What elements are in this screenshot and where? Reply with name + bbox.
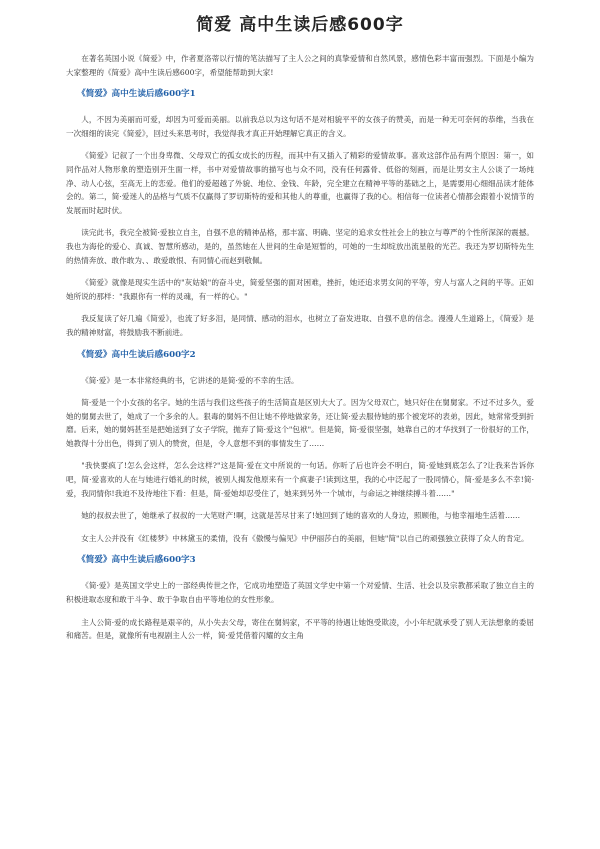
paragraph: "我快要疯了!怎么会这样，怎么会这样?"这是简·爱在文中所说的一句话。你听了后也许会不明白，简·爱她到底怎么了?让我来告诉你吧，简·爱喜欢的人在与她进行婚礼的时候，被别人揭发他原来有一个疯妻子!读到这里，我的心中泛起了一股同情心，简·爱是多么不幸!简·爱，我同情你!我迫不及待地往下看：但是，简·爱她却忍受住了，她来到另外一个城市，与命运之神继续搏斗着……" [66,461,534,498]
section-heading: 《简爱》高中生读后感600字1 [77,89,196,100]
paragraph: 人，不因为美丽而可爱，却因为可爱而美丽。以前我总以为这句话不是对相貌平平的女孩子的赞美，而是一种无可奈何的恭维，当我在一次细细的读完《简爱》，回过头来思考时，我觉得我才真正开始理解它真正的含义。 [66,115,534,138]
paragraph: 《简爱》就像是现实生活中的"灰姑娘"的奋斗史，简爱坚强的面对困难，挫折，她还追求男女间的平等，穷人与富人之间的平等。正如她所说的那样："我跟你有一样的灵魂，有一样的心。" [66,278,534,301]
section-3 [66,554,534,642]
paragraph: 我反复读了好几遍《简爱》，也流了好多泪，是同情、感动的泪水，也树立了奋发进取、自强不息的信念。漫漫人生道路上，《简爱》是我的精神财富，将鼓励我不断前进。 [66,314,534,337]
paragraph: 她的叔叔去世了，她继承了叔叔的一大笔财产!啊，这就是苦尽甘来了!她回到了她的喜欢的人身边，照顾他，与他幸福地生活着…… [81,511,521,521]
section-2 [66,349,534,546]
section-1 [66,88,534,339]
page-title: 简爱 高中生读后感600字 [196,15,404,35]
paragraph: 读完此书，我完全被简·爱独立自主，自强不息的精神品格，那丰富、明确、坚定的追求女性社会上的独立与尊严的个性所深深的震撼。我也为海伦的爱心、真诚、智慧所感动，是的，虽然她在人世间的生命是短暂的，可她的一生却绽放出流星般的光芒。我还为罗切斯特先生的热情奔放、敢作敢为、、敢爱敢恨、有同情心而赵到敬佩。 [66,228,534,265]
paragraph: 《简·爱》是一本非常经典的书，它讲述的是简·爱的不幸的生活。 [81,375,299,385]
section-heading: 《简爱》高中生读后感600字3 [77,555,196,566]
paragraph: 《简·爱》是英国文学史上的一部经典传世之作，它成功地塑造了英国文学史中第一个对爱情、生活、社会以及宗教都采取了独立自主的积极进取态度和敢于斗争、敢于争取自由平等地位的女性形象。 [66,581,534,605]
paragraph: 简·爱是一个小女孩的名字。她的生活与我们这些孩子的生活简直是区别大大了。因为父母双亡，她只好住在舅舅家。不过不过多久，爱她的舅舅去世了，她成了一个多余的人。狠毒的舅妈不但让她不停地做家务，还让简·爱去服侍她的那个被宠坏的表弟，因此，她常常受到折磨。后来，她的舅妈甚至是把她送到了女子学院，抛弃了简·爱这个"包袱"。但是简，简·爱很坚强，她靠自己的才华找到了一份很好的工作，她教得十分出色，得到了别人的赞赏，但是，令人意想不到的事情发生了…… [66,398,534,448]
intro-paragraph: 在著名英国小说《简爱》中，作者夏洛蒂以行情的笔法描写了主人公之间的真挚爱情和自然风景，感情色彩丰富而强烈。下面是小编为大家整理的《简爱》高中生读后感600字，希望能帮助到大家! [66,54,534,77]
paragraph: 主人公简·爱的成长路程是艰辛的，从小失去父母，寄住在舅妈家，不平等的待遇让她饱受欺凌，小小年纪就承受了别人无法想象的委屈和痛苦。但是，就像所有电视剧主人公一样，简·爱凭借着闪耀的女主角 [66,617,534,641]
paragraph: 《简爱》记叙了一个出身卑微、父母双亡的孤女成长的历程，而其中有又插入了精彩的爱情故事。喜欢这部作品有两个原因：第一，如同作品对人物形象的塑造别开生面一样，书中对爱情故事的描写也与众不同，没有任何露骨、低俗的刻画，而是让男女主人公谈了一场纯净、动人心弦，至高无上的恋爱。他们的爱超越了外貌、地位、金钱、年龄，完全建立在精神平等的基础之上，是需要用心细细品读才能体会的。第二，简·爱迷人的品格与气质不仅赢得了罗切斯特的爱和其他人的尊重，也赢得了我的心。相信每一位读者心情都会跟着小说情节的发展而时起时伏。 [66,151,534,215]
section-heading: 《简爱》高中生读后感600字2 [77,349,196,360]
paragraph: 女主人公并没有《红楼梦》中林黛玉的柔情，没有《傲慢与偏见》中伊丽莎白的美丽，但她"简"以自己的顽强独立获得了众人的肯定。 [81,533,529,543]
